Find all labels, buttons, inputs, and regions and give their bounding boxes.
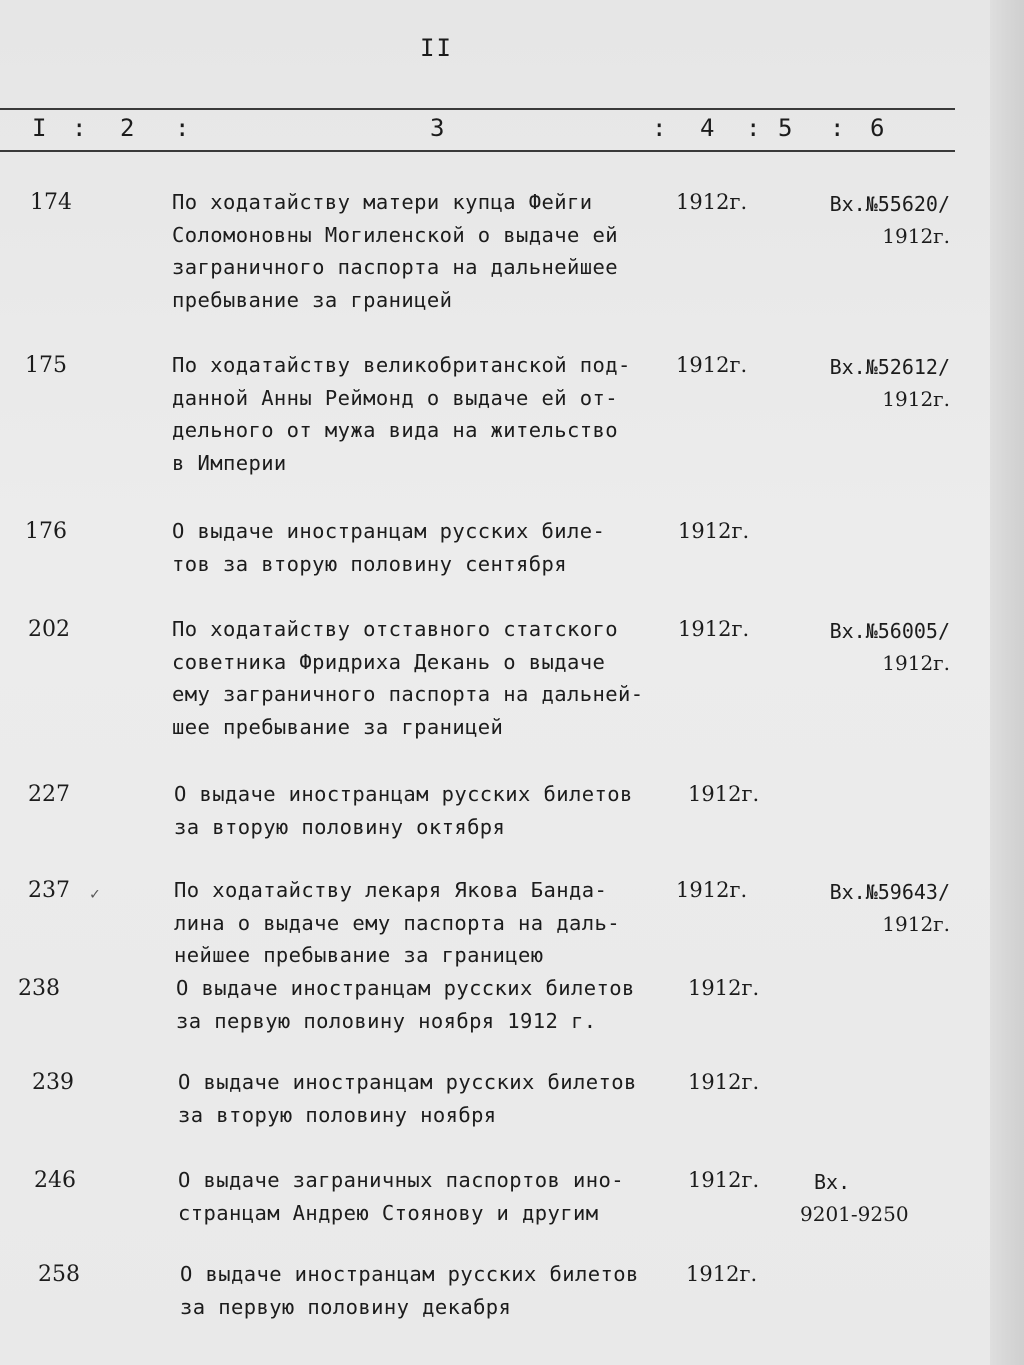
column-header-6: 4 xyxy=(700,114,715,142)
reference-year: 1912г. xyxy=(882,912,950,936)
reference-number: Вх. xyxy=(814,1170,851,1194)
entry-reference xyxy=(820,876,950,940)
description-line: лина о выдаче ему паспорта на даль- xyxy=(174,910,620,935)
column-header-0: I xyxy=(32,114,47,142)
entry-description xyxy=(178,1066,637,1131)
column-header-2: 2 xyxy=(120,114,135,142)
description-line: ему заграничного паспорта на дальней- xyxy=(172,682,644,706)
description-line: О выдаче иностранцам русских билетов xyxy=(178,1070,637,1094)
description-line: советника Фридриха Декань о выдаче xyxy=(172,649,606,674)
reference-year: 1912г. xyxy=(882,224,950,248)
description-line: О выдаче иностранцам русских биле- xyxy=(172,519,606,543)
entry-description xyxy=(174,874,620,972)
column-header-4: 3 xyxy=(430,114,445,142)
entry-year: 1912г. xyxy=(676,190,748,214)
reference-number: Вх.№55620/ xyxy=(829,192,950,216)
column-header-9: : xyxy=(830,114,845,142)
description-line: странцам Андрею Стоянову и другим xyxy=(178,1200,599,1225)
description-line: за вторую половину ноября xyxy=(178,1102,497,1127)
entry-year: 1912г. xyxy=(678,617,750,641)
description-line: пребывание за границей xyxy=(172,287,453,312)
entry-year: 1912г. xyxy=(688,1070,760,1094)
column-header-1: : xyxy=(72,114,87,142)
description-line: По ходатайству матери купца Фейги xyxy=(172,190,593,214)
description-line: О выдаче иностранцам русских билетов xyxy=(180,1262,639,1286)
page-edge xyxy=(990,0,1024,1365)
entry-description xyxy=(172,349,631,479)
reference-year: 1912г. xyxy=(882,387,950,411)
entry-number: 239 xyxy=(32,1070,74,1095)
entry-year: 1912г. xyxy=(686,1262,758,1286)
description-line: Соломоновны Могиленской о выдаче ей xyxy=(172,222,618,247)
description-line: за первую половину ноября 1912 г. xyxy=(176,1008,597,1033)
header-bottom-rule xyxy=(0,150,955,152)
description-line: в Империи xyxy=(172,450,287,475)
check-mark: ✓ xyxy=(90,884,100,903)
entry-description xyxy=(178,1164,624,1229)
entry-year: 1912г. xyxy=(688,782,760,806)
description-line: По ходатайству лекаря Якова Банда- xyxy=(174,878,608,902)
page-number: II xyxy=(420,34,453,62)
entry-number: 175 xyxy=(25,353,67,378)
entry-description xyxy=(172,613,643,743)
entry-reference xyxy=(820,188,950,252)
reference-number: Вх.№59643/ xyxy=(829,880,950,904)
reference-number: Вх.№52612/ xyxy=(829,355,950,379)
entry-description xyxy=(172,515,605,580)
description-line: По ходатайству отставного статского xyxy=(172,617,618,641)
entry-description xyxy=(174,778,633,843)
description-line: за первую половину декабря xyxy=(180,1294,512,1319)
entry-number: 246 xyxy=(34,1168,76,1193)
description-line: О выдаче иностранцам русских билетов xyxy=(174,782,633,806)
entry-description xyxy=(172,186,618,316)
description-line: дельного от мужа вида на жительство xyxy=(172,418,618,442)
description-line: нейшее пребывание за границею xyxy=(174,943,544,967)
entry-number: 176 xyxy=(25,519,67,544)
description-line: тов за вторую половину сентября xyxy=(172,551,568,576)
entry-year: 1912г. xyxy=(688,976,760,1000)
entry-description xyxy=(176,972,635,1037)
entry-year: 1912г. xyxy=(688,1168,760,1192)
entry-reference xyxy=(820,615,950,679)
entry-reference xyxy=(800,1166,930,1230)
entry-year: 1912г. xyxy=(678,519,750,543)
entry-number: 227 xyxy=(28,782,70,807)
column-header-8: 5 xyxy=(778,114,793,142)
description-line: заграничного паспорта на дальнейшее xyxy=(172,255,618,279)
description-line: По ходатайству великобританской под- xyxy=(172,353,631,377)
description-line: О выдаче иностранцам русских билетов xyxy=(176,976,635,1000)
entry-number: 202 xyxy=(28,617,70,642)
reference-year: 9201-9250 xyxy=(800,1202,909,1226)
entry-description xyxy=(180,1258,639,1323)
reference-year: 1912г. xyxy=(882,651,950,675)
description-line: О выдаче заграничных паспортов ино- xyxy=(178,1168,624,1192)
column-header-10: 6 xyxy=(870,114,885,142)
entry-number: 258 xyxy=(38,1262,80,1287)
entry-reference xyxy=(820,351,950,415)
entry-year: 1912г. xyxy=(676,353,748,377)
description-line: шее пребывание за границей xyxy=(172,714,504,739)
reference-number: Вх.№56005/ xyxy=(829,619,950,643)
column-header-5: : xyxy=(652,114,667,142)
header-top-rule xyxy=(0,108,955,110)
entry-number: 174 xyxy=(30,190,72,215)
description-line: данной Анны Реймонд о выдаче ей от- xyxy=(172,385,618,410)
entry-number: 237 xyxy=(28,878,70,903)
entry-year: 1912г. xyxy=(676,878,748,902)
entry-number: 238 xyxy=(18,976,60,1001)
column-header-7: : xyxy=(746,114,761,142)
description-line: за вторую половину октября xyxy=(174,814,506,839)
column-header-3: : xyxy=(175,114,190,142)
